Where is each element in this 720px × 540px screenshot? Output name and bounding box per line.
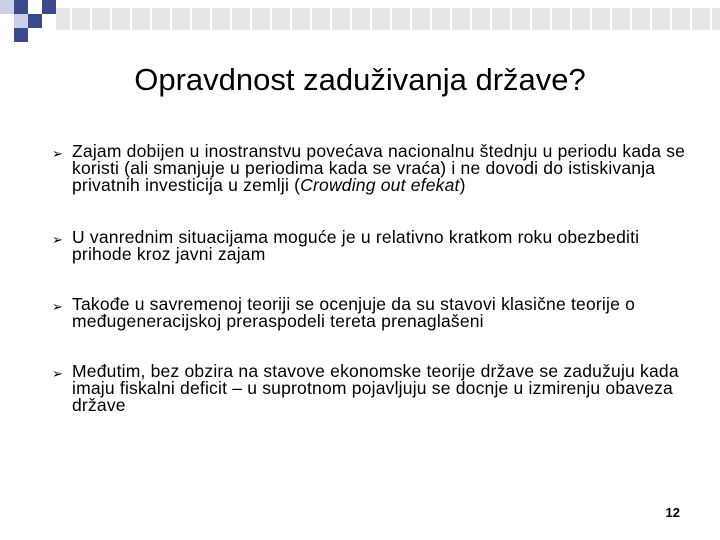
page-number: 12	[665, 505, 680, 520]
slide-title: Opravdnost zaduživanja države?	[134, 62, 586, 97]
arrow-bullet-icon: ➢	[52, 146, 63, 161]
arrow-bullet-icon: ➢	[52, 366, 63, 381]
emphasis-text: Crowding out efekat	[300, 175, 460, 195]
bullet-text: U vanrednim situacijama moguće je u relativno kratkom roku obezbediti prihode kroz javni zajam	[72, 227, 640, 264]
arrow-bullet-icon: ➢	[52, 299, 63, 314]
list-item	[52, 363, 692, 414]
bullet-text: Takođe u savremenoj teoriji se ocenjuje da su stavovi klasične teorije o međugeneracijskoj preraspodeli tereta prenaglašeni	[72, 294, 636, 331]
list-item	[52, 296, 692, 330]
corner-decoration	[0, 0, 720, 50]
bullet-text: Međutim, bez obzira na stavove ekonomske teorije države se zadužuju kada imaju fiskalni deficit – u suprotnom pojavljuju se docnje u izmirenju obaveza države	[72, 361, 679, 415]
bullet-text: Zajam dobijen u inostranstvu povećava nacionalnu štednju u periodu kada se koristi (ali smanjuje u periodima kada se vraća) i ne dovodi do istiskivanja privatnih investicija u zemlji (Crowding out efekat)	[72, 141, 686, 195]
list-item	[52, 229, 692, 263]
arrow-bullet-icon: ➢	[52, 232, 63, 247]
list-item	[52, 143, 692, 194]
